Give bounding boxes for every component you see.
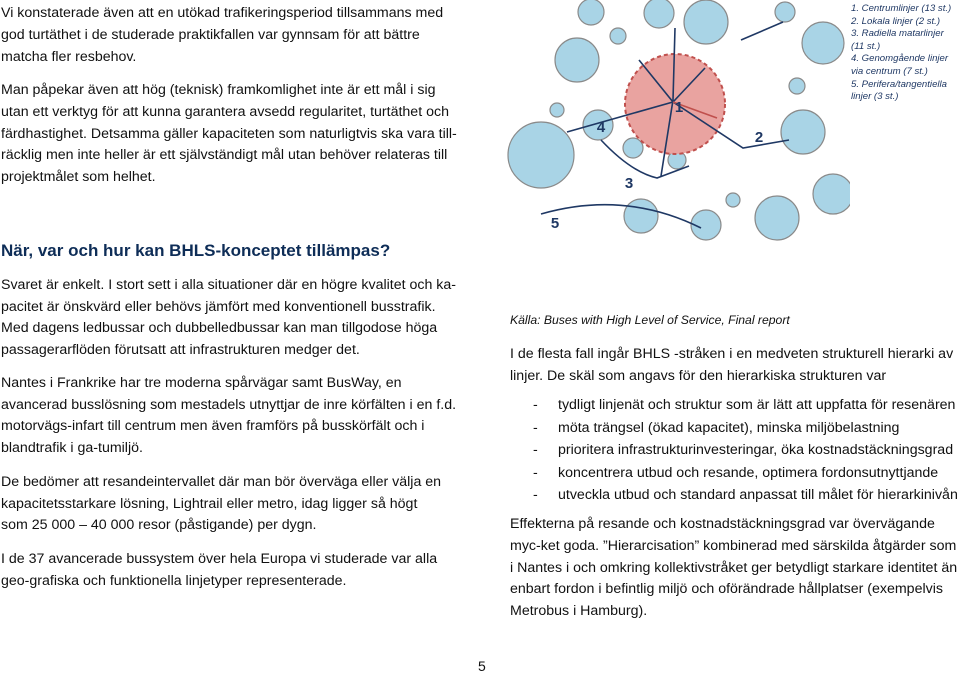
node-bubble <box>610 28 626 44</box>
tangential-line <box>541 205 701 228</box>
node-bubble <box>755 196 799 240</box>
answer-paragraph: Svaret är enkelt. I stort sett i alla situationer där en högre kvalitet och ka-pacitet är önskvärd eller behövs jämfört med konventionell busstrafik. Med dagens ledbussar och dubbelledbussar kan man tillgodose höga passagerarflöden förutsatt att infrastrukturen medger det. <box>1 277 457 359</box>
intro-paragraph: Vi konstaterade även att en utökad trafikeringsperiod tillsammans med god turtäthet i de studerade praktikfallen var gynnsam för att bättre matcha fler resbehov. <box>1 5 444 65</box>
node-bubble <box>726 193 740 207</box>
node-bubble <box>684 0 728 44</box>
line-number-label: 4 <box>596 119 606 136</box>
list-item: - möta trängsel (ökad kapacitet), minska miljöbelastning <box>533 419 900 436</box>
list-item: - koncentrera utbud och resande, optimera fordonsutnyttjande <box>533 464 939 481</box>
list-item: - utveckla utbud och standard anpassat till målet för hierarkinivån <box>533 487 958 503</box>
node-bubble <box>775 2 795 22</box>
radial-line <box>741 22 783 40</box>
line-number-label: 1 <box>674 99 684 116</box>
node-bubble <box>508 122 574 188</box>
node-bubble <box>550 103 564 117</box>
diagram-legend <box>851 3 959 104</box>
node-bubble <box>555 38 599 82</box>
nantes-paragraph: Nantes i Frankrike har tre moderna spårvägar samt BusWay, en avancerad busslösning som mestadels utnyttjar de inre körfälten i en f.d. motorvägs-infart till centrum men även framförs på busskörfält och i blandtrafik i ga-tumiljö. <box>1 375 457 457</box>
effects-paragraph: Effekterna på resande och kostnadstäckningsgrad var övervägande myc-ket goda. ”Hierarcisation” kombinerad med särskilda åtgärder som i Nantes i och omkring kollektivstråket ger betydligt starkare identitet än enbart fordon i befintlig miljö och oförändrade hållplatser (exempelvis Metrobus i Hamburg). <box>510 516 958 620</box>
legend-item: 3. Radiella matarlinjer (11 st.) <box>851 28 944 52</box>
hierarchy-paragraph: I de flesta fall ingår BHLS -stråken i en medveten strukturell hierarki av linjer. De skäl som angavs för den hierarkiska strukturen var <box>510 346 954 384</box>
list-item: - prioritera infrastrukturinvesteringar, öka kostnadstäckningsgrad <box>533 442 954 458</box>
list-item: - tydligt linjenät och struktur som är lätt att uppfatta för resenären <box>533 397 956 413</box>
line-number-label: 5 <box>550 215 560 232</box>
node-bubble <box>624 199 658 233</box>
framkomlighet-paragraph: Man påpekar även att hög (teknisk) framkomlighet inte är ett mål i sig utan ett verktyg för att kunna garantera avsedd regularitet, turtäthet och färdhastighet. Detsamma gäller kapaciteten som naturligtvis ska vara till-räcklig men inte heller är ett självständigt mål utan behöver relateras till projektmålet som helhet. <box>1 82 457 186</box>
page-number: 5 <box>478 658 486 674</box>
legend-item: 5. Perifera/tangentiella linjer (3 st.) <box>851 78 947 103</box>
europe-paragraph: I de 37 avancerade bussystem över hela Europa vi studerade var alla geo-grafiska och funktionella linjetyper representerade. <box>1 551 438 589</box>
section-heading: När, var och hur kan BHLS-konceptet tillämpas? <box>1 241 391 260</box>
legend-item: 1. Centrumlinjer (13 st.) <box>851 3 952 14</box>
node-bubble <box>802 22 844 64</box>
node-bubble <box>789 78 805 94</box>
legend-item: 2. Lokala linjer (2 st.) <box>851 15 941 27</box>
node-bubble <box>644 0 674 28</box>
node-bubble <box>578 0 604 25</box>
legend-item: 4. Genomgående linjer via centrum (7 st.) <box>851 53 949 77</box>
figure-source: Källa: Buses with High Level of Service, Final report <box>510 313 790 327</box>
node-bubble <box>623 138 643 158</box>
reasons-list <box>510 394 958 507</box>
line-number-label: 2 <box>754 129 764 146</box>
line-number-label: 3 <box>624 175 634 192</box>
node-bubble <box>781 110 825 154</box>
line-hierarchy-diagram <box>505 0 850 250</box>
capacity-paragraph: De bedömer att resandeintervallet där man bör överväga eller välja en kapacitetsstarkare lösning, Lightrail eller metro, idag ligger så högt som 25 000 – 40 000 resor (påstigande) per dygn. <box>1 474 442 534</box>
node-bubble <box>813 174 850 214</box>
